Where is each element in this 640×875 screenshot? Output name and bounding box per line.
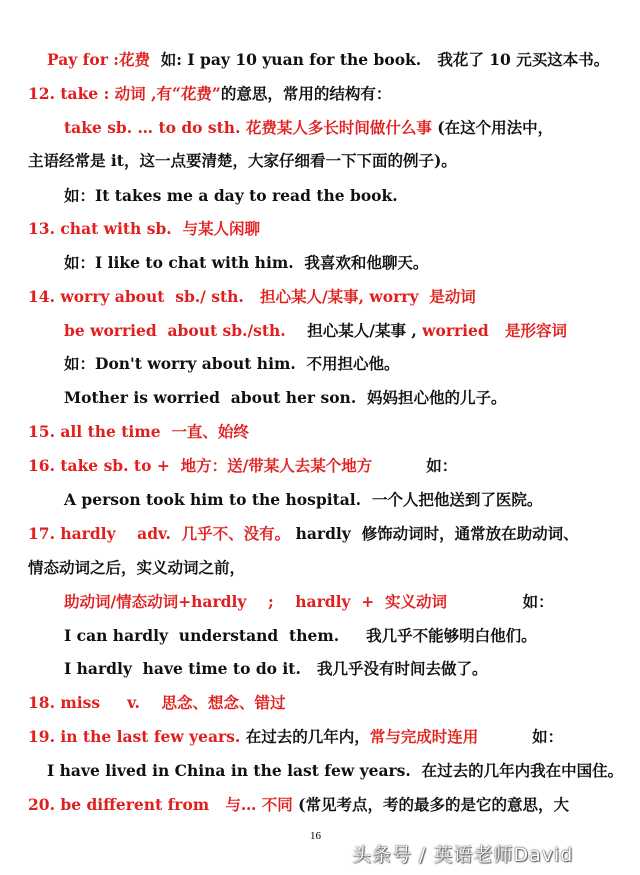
text-line-16 — [28, 557, 245, 579]
text-segment: 情态动词之后，实义动词之前， — [28, 558, 246, 577]
text-segment: 如: I pay 10 yuan for the book. 我花了 10 元买这本书。 — [149, 50, 610, 69]
text-segment: 12. take : 动词 ,有“花费” — [28, 84, 221, 103]
text-segment: Mother is worried about her son. 妈妈担心他的儿子。 — [64, 388, 507, 407]
text-segment: I have lived in China in the last few years. 在过去的几年内我在中国住。 — [47, 761, 624, 780]
text-segment: 17. hardly adv. 几乎不、没有。 — [28, 524, 291, 543]
text-segment: 如：I like to chat with him. 我喜欢和他聊天。 — [64, 253, 429, 272]
text-line-3 — [64, 117, 553, 139]
text-segment: (在这个用法中， — [431, 118, 554, 137]
text-segment: 如：Don't worry about him. 不用担心他。 — [64, 354, 400, 373]
text-segment: 如：It takes me a day to read the book. — [64, 186, 398, 205]
text-line-12 — [28, 421, 249, 443]
text-line-10 — [64, 353, 400, 375]
text-segment: I hardly have time to do it. 我几乎没有时间去做了。 — [64, 659, 488, 678]
page-number: 16 — [310, 830, 321, 842]
text-segment: 14. worry about sb./ sth. 担心某人/某事, worry 是动词 — [28, 287, 476, 306]
text-line-23 — [28, 794, 569, 816]
text-segment: worried 是形容词 — [422, 321, 567, 340]
watermark: 头条号 / 英语老师David — [352, 844, 574, 866]
text-line-1 — [47, 49, 609, 71]
text-line-19 — [64, 658, 488, 680]
text-segment: 的意思，常用的结构有： — [220, 84, 392, 103]
text-segment: (常见考点，考的最多的是它的意思，大 — [292, 795, 570, 814]
text-segment: A person took him to the hospital. 一个人把他送到了医院。 — [64, 490, 543, 509]
text-segment: 如： — [447, 592, 554, 611]
text-segment: 15. all the time 一直、始终 — [28, 422, 249, 441]
text-line-13 — [28, 455, 457, 477]
text-line-7 — [64, 252, 428, 274]
text-line-18 — [64, 625, 537, 647]
text-segment: 助动词/情态动词+hardly ; hardly + 实义动词 — [64, 592, 448, 611]
text-segment: 19. in the last few years. — [28, 727, 241, 746]
text-line-9 — [64, 320, 567, 342]
text-segment: 20. be different from 与… 不同 — [28, 795, 293, 814]
text-line-8 — [28, 286, 476, 308]
text-segment: 18. miss v. 思念、想念、错过 — [28, 693, 286, 712]
text-segment: 如： — [478, 727, 564, 746]
text-line-5 — [64, 185, 398, 207]
text-line-21 — [28, 726, 563, 748]
text-segment: 13. chat with sb. 与某人闲聊 — [28, 219, 260, 238]
text-line-22 — [47, 760, 623, 782]
text-line-2 — [28, 83, 391, 105]
text-segment: hardly 修饰动词时，通常放在助动词、 — [290, 524, 579, 543]
text-segment: 在过去的几年内， — [240, 727, 370, 746]
text-segment: be worried about sb./sth. — [64, 321, 286, 340]
text-segment: 主语经常是 it，这一点要清楚，大家仔细看一下下面的例子)。 — [28, 151, 457, 170]
text-segment: I can hardly understand them. 我几乎不能够明白他们。 — [64, 626, 537, 645]
text-line-17 — [64, 591, 554, 613]
text-segment: take sb. … to do sth. 花费某人多长时间做什么事 — [64, 118, 432, 137]
text-line-14 — [64, 489, 542, 511]
text-line-4 — [28, 150, 457, 172]
text-line-11 — [64, 387, 507, 409]
text-line-15 — [28, 523, 579, 545]
text-segment: 常与完成时连用 — [369, 727, 479, 746]
text-line-6 — [28, 218, 260, 240]
text-line-20 — [28, 692, 286, 714]
text-segment: Pay for :花费 — [47, 50, 150, 69]
text-segment: 如： — [372, 456, 458, 475]
text-segment: 16. take sb. to + 地方：送/带某人去某个地方 — [28, 456, 373, 475]
text-segment: 担心某人/某事 , — [285, 321, 423, 340]
